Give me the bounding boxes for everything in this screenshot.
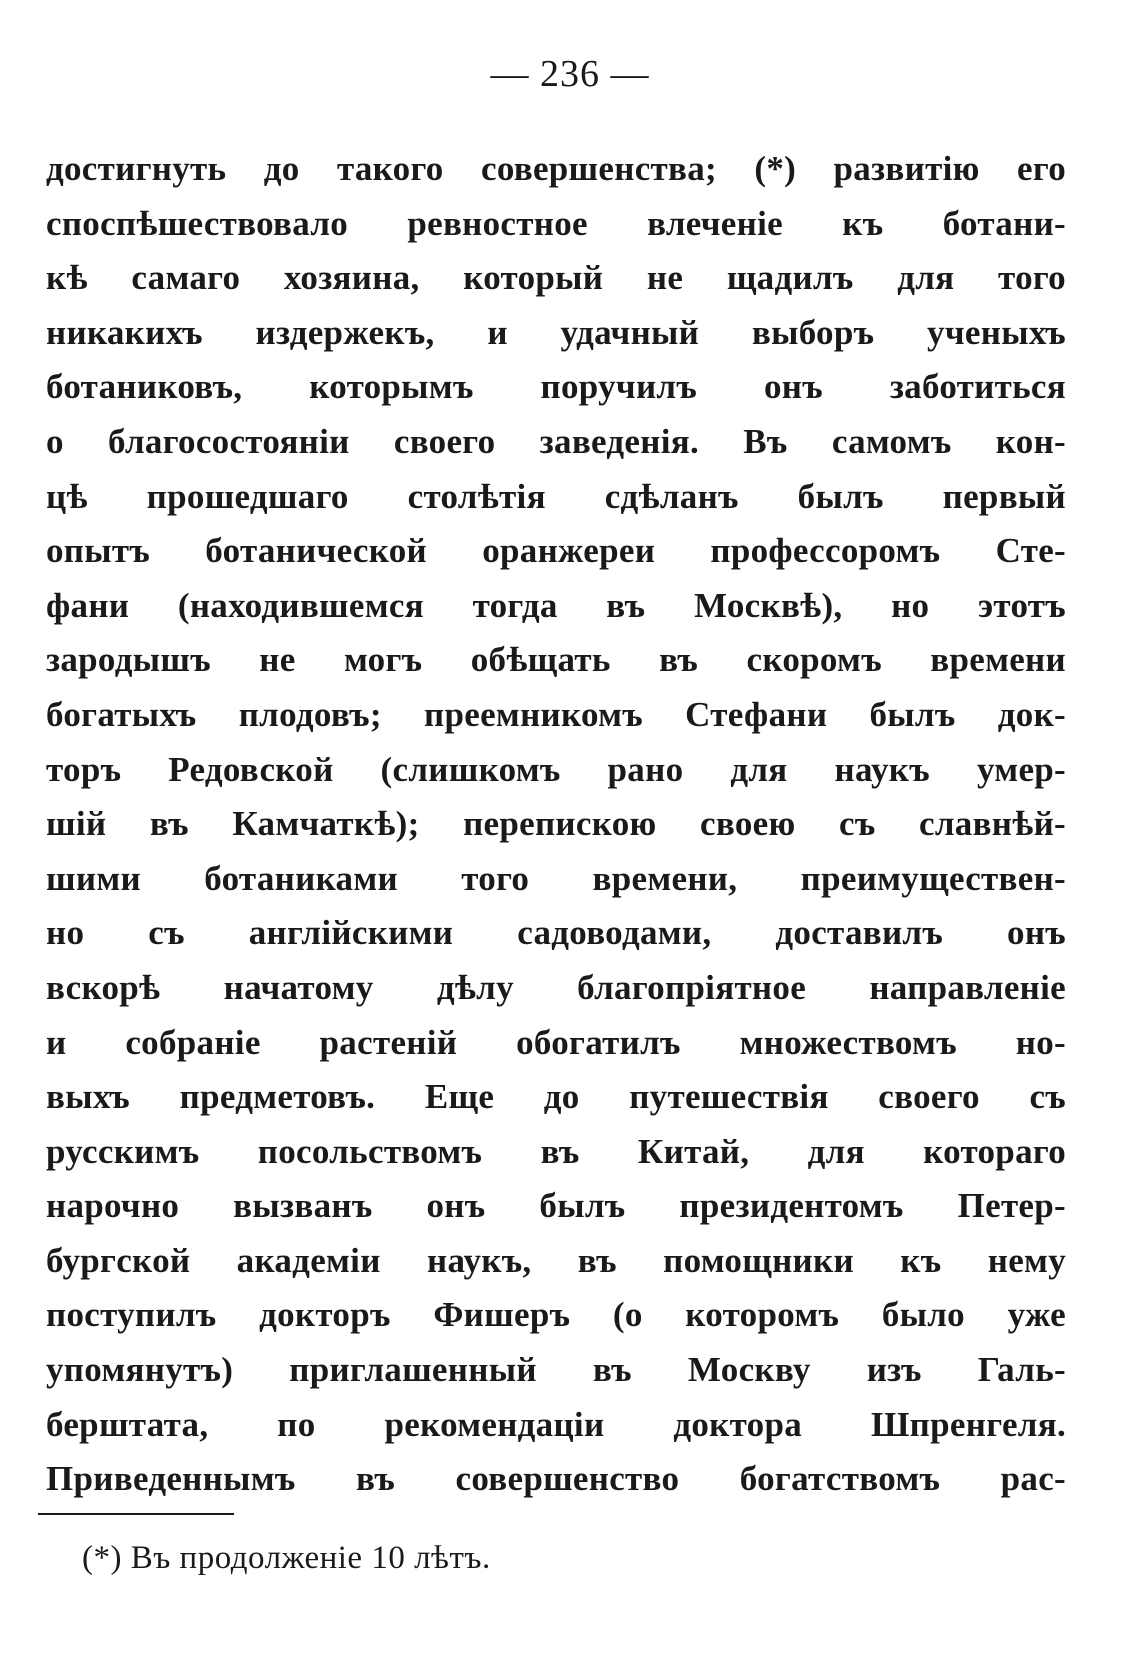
text-line: споспѣшествовало ревностное влеченіе къ ботани- xyxy=(46,203,1066,243)
text-line: бургской академіи наукъ, въ помощники къ нему xyxy=(46,1240,1066,1280)
text-line: торъ Редовской (слишкомъ рано для наукъ умер- xyxy=(46,749,1066,789)
body-text xyxy=(46,142,1066,1507)
footnote-divider xyxy=(38,1513,234,1515)
text-line: опытъ ботанической оранжереи профессоромъ Сте- xyxy=(46,531,1066,571)
text-line: и собраніе растеній обогатилъ множествомъ но- xyxy=(46,1022,1066,1062)
footnote: (*) Въ продолженіе 10 лѣтъ. xyxy=(82,1540,491,1576)
text-line: русскимъ посольствомъ въ Китай, для котораго xyxy=(46,1131,1066,1171)
text-line: цѣ прошедшаго столѣтія сдѣланъ былъ первый xyxy=(46,476,1066,516)
text-line: кѣ самаго хозяина, который не щадилъ для того xyxy=(46,258,1066,298)
text-line: упомянутъ) приглашенный въ Москву изъ Галь- xyxy=(46,1350,1066,1390)
text-line: шій въ Камчаткѣ); перепискою своею съ славнѣй- xyxy=(46,804,1066,844)
text-line: шими ботаниками того времени, преимуществен- xyxy=(46,858,1066,898)
text-line: поступилъ докторъ Фишеръ (о которомъ было уже xyxy=(46,1295,1066,1335)
text-line: фани (находившемся тогда въ Москвѣ), но этотъ xyxy=(46,585,1066,625)
text-line: никакихъ издержекъ, и удачный выборъ ученыхъ xyxy=(46,312,1066,352)
text-line: ботаниковъ, которымъ поручилъ онъ заботиться xyxy=(46,367,1066,407)
text-line: вскорѣ начатому дѣлу благопріятное направленіе xyxy=(46,967,1066,1007)
text-line: о благосостояніи своего заведенія. Въ самомъ кон- xyxy=(46,421,1066,461)
text-line: нарочно вызванъ онъ былъ президентомъ Петер- xyxy=(46,1186,1066,1226)
text-line: Приведеннымъ въ совершенство богатствомъ рас- xyxy=(46,1459,1066,1499)
text-line: зародышъ не могъ обѣщать въ скоромъ времени xyxy=(46,640,1066,680)
text-line: богатыхъ плодовъ; преемникомъ Стефани былъ док- xyxy=(46,694,1066,734)
text-line: достигнуть до такого совершенства; (*) развитію его xyxy=(46,149,1066,188)
text-line: но съ англійскими садоводами, доставилъ онъ xyxy=(46,913,1066,953)
page-number: — 236 — xyxy=(490,53,650,95)
text-line: берштата, по рекомендаціи доктора Шпренгеля. xyxy=(46,1404,1066,1444)
text-line: выхъ предметовъ. Еще до путешествія своего съ xyxy=(46,1077,1066,1117)
